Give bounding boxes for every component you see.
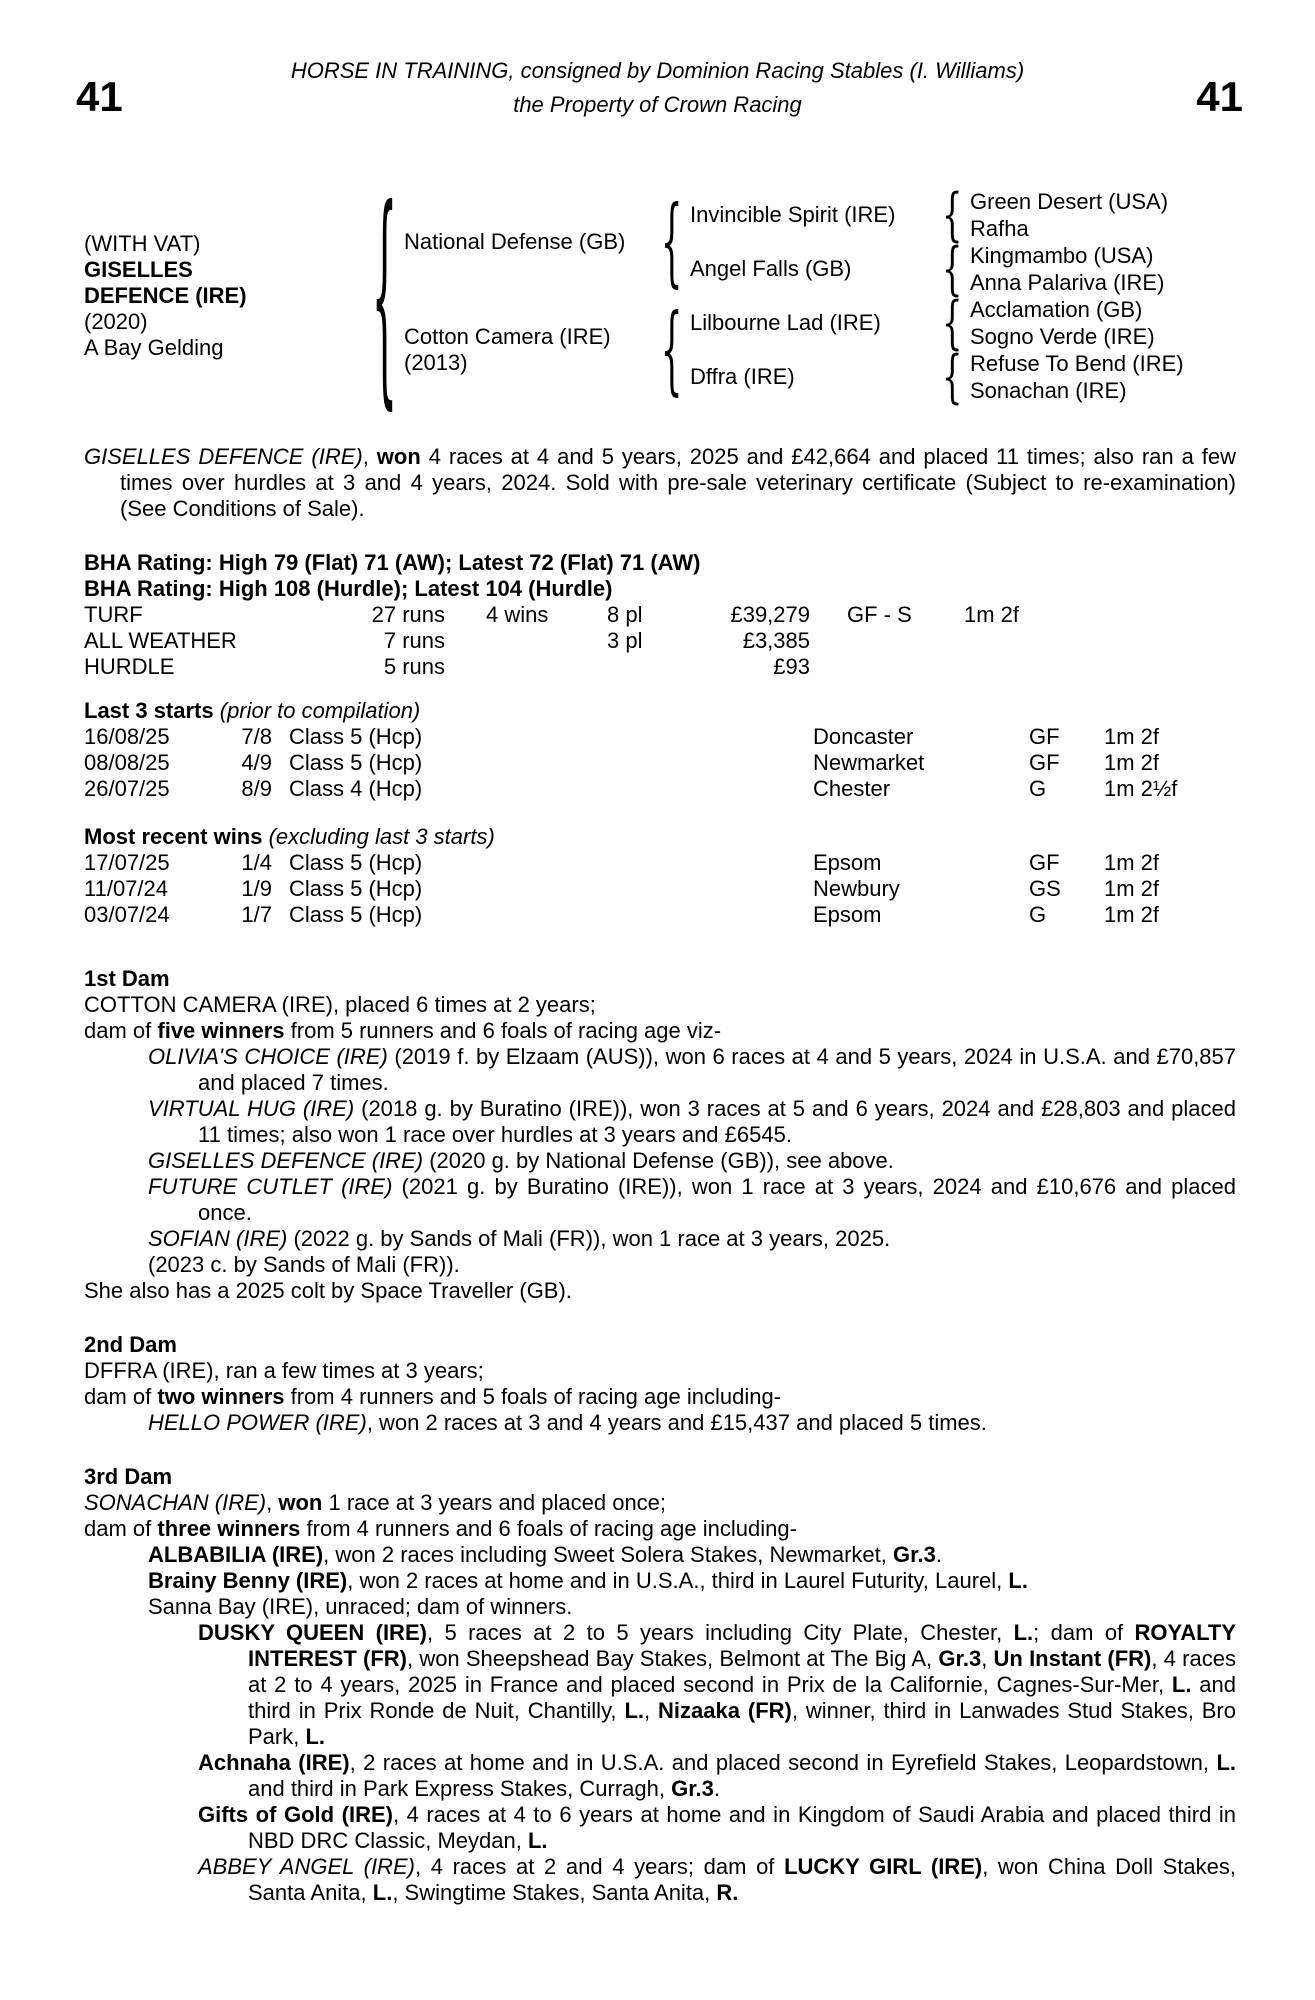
race-course: Epsom <box>813 902 882 927</box>
produce-entry: FUTURE CUTLET (IRE) (2021 g. by Buratino (IRE)), won 1 race at 3 years, 2024 and £10,676 and placed once. <box>148 1174 1236 1225</box>
dam-footnote: She also has a 2025 colt by Space Traveller (GB). <box>84 1278 572 1303</box>
race-date: 08/08/25 <box>84 750 170 775</box>
produce-entry: SOFIAN (IRE) (2022 g. by Sands of Mali (FR)), won 1 race at 3 years, 2025. <box>148 1226 891 1251</box>
race-position: 1/4 <box>241 850 272 875</box>
dam-description: SONACHAN (IRE), won 1 race at 3 years and placed once; <box>84 1490 667 1515</box>
last-3-starts-section <box>84 698 1236 802</box>
section-note: (excluding last 3 starts) <box>262 824 495 849</box>
sire-name: National Defense (GB) <box>404 229 626 254</box>
record-stats-table <box>84 602 1236 680</box>
race-going: G <box>1029 776 1047 801</box>
great-grandparent-name: Kingmambo (USA) <box>970 243 1154 268</box>
earnings-cell: £93 <box>773 654 810 679</box>
race-distance: 1m 2f <box>1104 724 1160 749</box>
race-position: 1/9 <box>241 876 272 901</box>
dam-sire-block <box>690 289 1315 356</box>
going-range-cell <box>810 628 964 654</box>
race-class: Class 5 (Hcp) <box>289 724 423 749</box>
race-date: 03/07/24 <box>84 902 170 927</box>
consignor-line: HORSE IN TRAINING, consigned by Dominion Racing Stables (I. Williams) <box>290 58 1025 83</box>
dam-name: Cotton Camera (IRE) (2013) <box>404 324 611 375</box>
race-position: 4/9 <box>241 750 272 775</box>
race-course: Epsom <box>813 850 882 875</box>
property-line: the Property of Crown Racing <box>513 92 802 117</box>
surface-label: ALL WEATHER <box>84 628 237 653</box>
places-cell: 8 pl <box>607 602 643 627</box>
recent-wins-section <box>84 824 1236 928</box>
dam-produce-summary: dam of five winners from 5 runners and 6 foals of racing age viz- <box>84 1018 722 1043</box>
produce-entry: OLIVIA'S CHOICE (IRE) (2019 f. by Elzaam (AUS)), won 6 races at 4 and 5 years, 2024 in U.S.A. and £70,857 and placed 7 times. <box>148 1044 1237 1095</box>
produce-entry: HELLO POWER (IRE), won 2 races at 3 and 4 years and £15,437 and placed 5 times. <box>148 1410 987 1435</box>
third-dam-section <box>84 1464 1236 1906</box>
last-3-starts-table <box>84 724 1236 802</box>
race-course: Newmarket <box>813 750 925 775</box>
sire-granddam-block <box>690 235 1315 302</box>
distance-cell: 1m 2f <box>964 602 1020 627</box>
dam-description: DFFRA (IRE), ran a few times at 3 years; <box>84 1358 484 1383</box>
produce-entry: Achnaha (IRE), 2 races at home and in U.S.A. and placed second in Eyrefield Stakes, Leopardstown, L. and third in Park Express Stakes, Curragh, Gr.3. <box>198 1750 1236 1801</box>
surface-label: HURDLE <box>84 654 175 679</box>
race-date: 16/08/25 <box>84 724 170 749</box>
sire-dam-name: Angel Falls (GB) <box>690 256 852 281</box>
runs-cell: 5 runs <box>383 654 445 679</box>
wins-cell: 4 wins <box>486 602 549 627</box>
produce-entry: DUSKY QUEEN (IRE), 5 races at 2 to 5 years including City Plate, Chester, L.; dam of ROYALTY INTEREST (FR), won Sheepshead Bay Stakes, Belmont at The Big A, Gr.3, Un Instant (FR), 4 races at 2 to 4 years, 2025 in France and placed second in Prix de la Californie, Cagnes-Sur-Mer, L. and third in Prix Ronde de Nuit, Chantilly, L., Nizaaka (FR), winner, third in Lanwades Stud Stakes, Bro Park, L. <box>198 1620 1237 1749</box>
going-range-cell <box>810 654 964 680</box>
recent-wins-table <box>84 850 1236 928</box>
section-note: (prior to compilation) <box>213 698 421 723</box>
runs-cell: 27 runs <box>371 602 445 627</box>
distance-cell <box>964 654 1236 680</box>
section-title: Most recent wins <box>84 824 263 849</box>
second-dam-section <box>84 1332 1236 1436</box>
earnings-cell: £3,385 <box>742 628 810 653</box>
great-grandparent-name: Anna Palariva (IRE) <box>970 270 1165 295</box>
race-class: Class 5 (Hcp) <box>289 876 423 901</box>
pedigree-brace: { <box>941 289 963 356</box>
third-dam-heading: 3rd Dam <box>84 1464 173 1489</box>
runs-cell: 7 runs <box>383 628 445 653</box>
produce-entry: Brainy Benny (IRE), won 2 races at home and in U.S.A., third in Laurel Futurity, Laurel, L. <box>148 1568 1028 1593</box>
recent-wins-heading <box>84 824 1236 850</box>
race-going: GF <box>1029 724 1060 749</box>
race-distance: 1m 2f <box>1104 750 1160 775</box>
race-going: GF <box>1029 750 1060 775</box>
pedigree-brace-main: { <box>371 159 397 430</box>
produce-entry: ALBABILIA (IRE), won 2 races including Sweet Solera Stakes, Newmarket, Gr.3. <box>148 1542 942 1567</box>
bha-rating-flat: BHA Rating: High 79 (Flat) 71 (AW); Latest 72 (Flat) 71 (AW) <box>84 550 701 575</box>
pedigree-dam-half <box>404 289 1315 410</box>
wins-cell <box>445 654 607 680</box>
dam-description: COTTON CAMERA (IRE), placed 6 times at 2 years; <box>84 992 596 1017</box>
sire-grandsire-block <box>690 181 1315 248</box>
pedigree-sire-half <box>404 181 1315 302</box>
places-cell: 3 pl <box>607 628 643 653</box>
race-class: Class 5 (Hcp) <box>289 850 423 875</box>
lot-number-right: 41 <box>1196 73 1243 120</box>
pedigree-tree <box>404 181 1315 410</box>
pedigree-table <box>84 159 1315 430</box>
race-distance: 1m 2f <box>1104 902 1160 927</box>
dam-sire-name: Lilbourne Lad (IRE) <box>690 310 881 335</box>
last-3-starts-heading <box>84 698 1236 724</box>
pedigree-brace: { <box>941 343 963 410</box>
race-going: GF <box>1029 850 1060 875</box>
race-class: Class 5 (Hcp) <box>289 750 423 775</box>
earnings-cell: £39,279 <box>730 602 810 627</box>
bha-rating-hurdle: BHA Rating: High 108 (Hurdle); Latest 104 (Hurdle) <box>84 576 613 601</box>
great-grandparent-name: Green Desert (USA) <box>970 189 1169 214</box>
first-dam-heading: 1st Dam <box>84 966 170 991</box>
pedigree-subject <box>84 188 364 404</box>
race-distance: 1m 2½f <box>1104 776 1178 801</box>
produce-entry: Sanna Bay (IRE), unraced; dam of winners. <box>148 1594 573 1619</box>
race-class: Class 4 (Hcp) <box>289 776 423 801</box>
great-grandparent-name: Refuse To Bend (IRE) <box>970 351 1184 376</box>
race-going: GS <box>1029 876 1061 901</box>
great-grandparent-name: Sonachan (IRE) <box>970 378 1127 403</box>
horse-foaling-year: (2020) <box>84 309 148 334</box>
race-going: G <box>1029 902 1047 927</box>
great-grandparent-name: Sogno Verde (IRE) <box>970 324 1155 349</box>
dam-produce-summary: dam of three winners from 4 runners and 6 foals of racing age including- <box>84 1516 797 1541</box>
race-distance: 1m 2f <box>1104 876 1160 901</box>
dam-dam-block <box>690 343 1315 410</box>
distance-cell <box>964 628 1236 654</box>
bha-ratings <box>84 550 1236 602</box>
race-date: 11/07/24 <box>84 876 169 901</box>
horse-name-line2: DEFENCE (IRE) <box>84 283 247 308</box>
race-position: 8/9 <box>241 776 272 801</box>
page-header <box>0 0 1315 118</box>
horse-colour-sex: A Bay Gelding <box>84 335 224 360</box>
pedigree-brace-sire: { <box>661 184 683 298</box>
race-position: 7/8 <box>241 724 272 749</box>
race-class: Class 5 (Hcp) <box>289 902 423 927</box>
page-body <box>84 444 1236 1906</box>
race-course: Newbury <box>813 876 900 901</box>
pedigree-brace: { <box>941 235 963 302</box>
pedigree-brace-dam: { <box>661 292 683 406</box>
race-date: 26/07/25 <box>84 776 170 801</box>
great-grandparent-name: Acclamation (GB) <box>970 297 1143 322</box>
dam-dam-name: Dffra (IRE) <box>690 364 795 389</box>
produce-entry: (2023 c. by Sands of Mali (FR)). <box>148 1252 460 1277</box>
race-position: 1/7 <box>241 902 272 927</box>
wins-cell <box>445 628 607 654</box>
produce-entry: Gifts of Gold (IRE), 4 races at 4 to 6 years at home and in Kingdom of Saudi Arabia and placed third in NBD DRC Classic, Meydan, L. <box>198 1802 1236 1853</box>
race-course: Chester <box>813 776 891 801</box>
first-dam-section <box>84 966 1236 1304</box>
race-distance: 1m 2f <box>1104 850 1160 875</box>
race-date: 17/07/25 <box>84 850 170 875</box>
lot-number-left: 41 <box>76 73 123 120</box>
race-summary: GISELLES DEFENCE (IRE), won 4 races at 4 and 5 years, 2025 and £42,664 and placed 11 times; also ran a few times over hurdles at 3 and 4 years, 2024. Sold with pre-sale veterinary certificate (Subject to re-examination) (See Conditions of Sale). <box>84 444 1236 521</box>
produce-entry: VIRTUAL HUG (IRE) (2018 g. by Buratino (IRE)), won 3 races at 5 and 6 years, 2024 and £28,803 and placed 11 times; also won 1 race over hurdles at 3 years and £6545. <box>148 1096 1236 1147</box>
second-dam-heading: 2nd Dam <box>84 1332 177 1357</box>
going-range-cell: GF - S <box>847 602 912 627</box>
dam-produce-summary: dam of two winners from 4 runners and 5 foals of racing age including- <box>84 1384 782 1409</box>
produce-entry: GISELLES DEFENCE (IRE) (2020 g. by National Defense (GB)), see above. <box>148 1148 894 1173</box>
section-title: Last 3 starts <box>84 698 214 723</box>
pedigree-brace: { <box>941 181 963 248</box>
horse-name-line1: GISELLES <box>84 257 193 282</box>
great-grandparent-name: Rafha <box>970 216 1029 241</box>
places-cell <box>607 654 698 680</box>
surface-label: TURF <box>84 602 143 627</box>
sire-sire-name: Invincible Spirit (IRE) <box>690 202 896 227</box>
race-course: Doncaster <box>813 724 914 749</box>
produce-entry: ABBEY ANGEL (IRE), 4 races at 2 and 4 years; dam of LUCKY GIRL (IRE), won China Doll Stakes, Santa Anita, L., Swingtime Stakes, Santa Anita, R. <box>198 1854 1236 1905</box>
vat-note: (WITH VAT) <box>84 231 201 256</box>
